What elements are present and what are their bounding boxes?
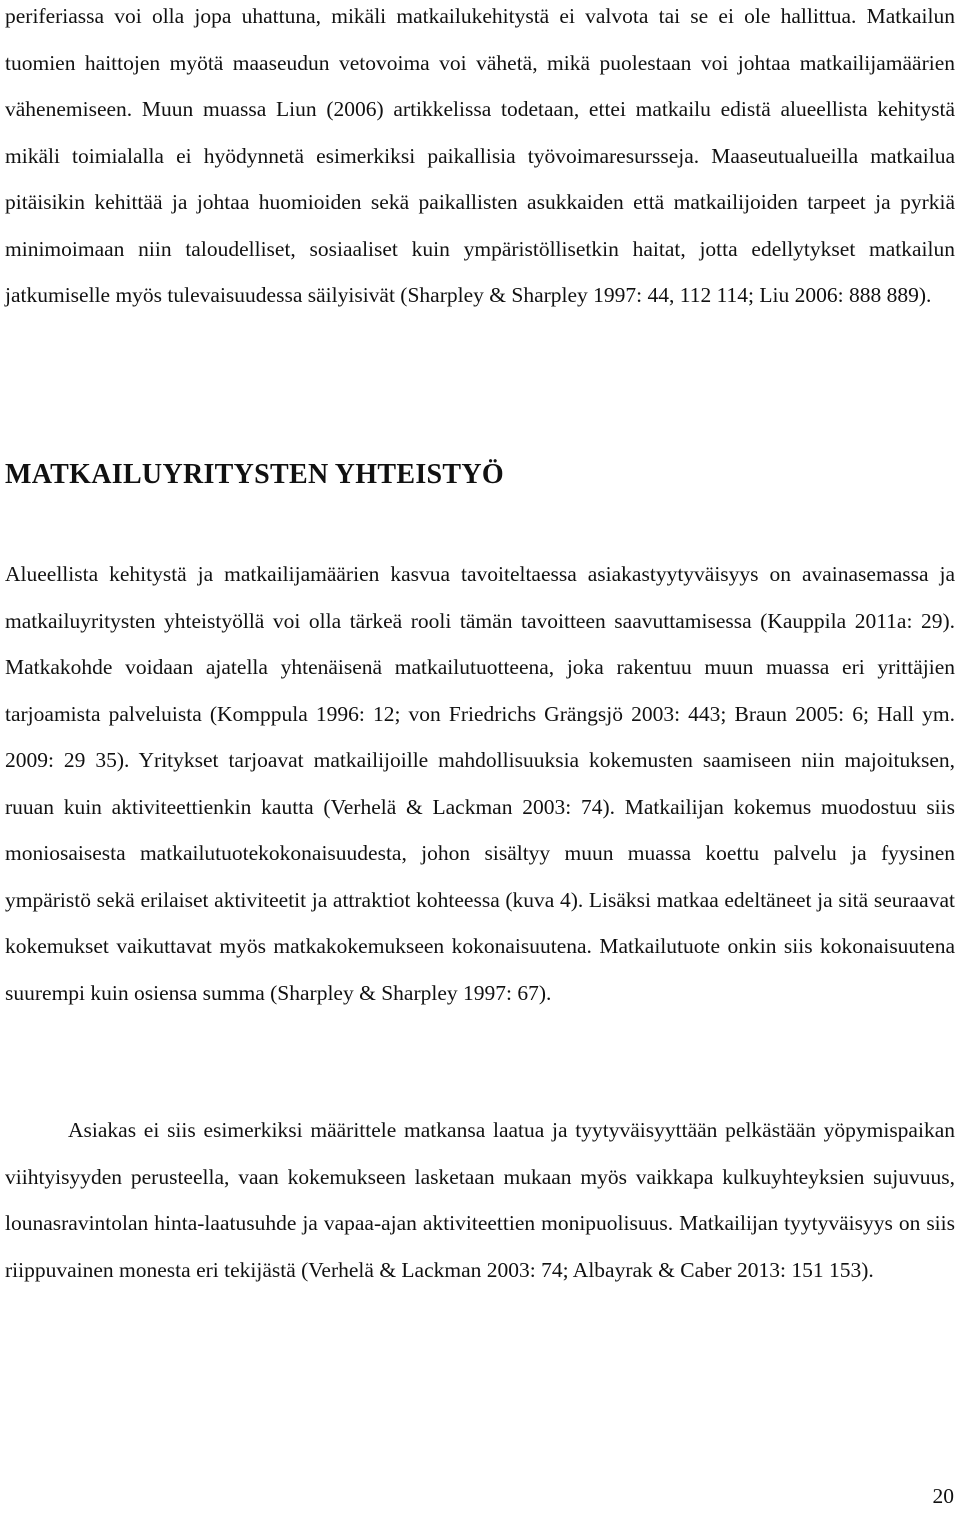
section-heading: MATKAILUYRITYSTEN YHTEISTYÖ — [5, 459, 504, 490]
body-paragraph: periferiassa voi olla jopa uhattuna, mikäli matkailukehitystä ei valvota tai se ei ole hallittua. Matkailun tuomien haittojen myötä maaseudun vetovoima voi vähetä, mikä puolestaan voi johtaa matkailijamäärien vähenemiseen. Muun muassa Liun (2006) artikkelissa todetaan, ettei matkailu edistä alueellista kehitystä mikäli toimialalla ei hyödynnetä esimerkiksi paikallisia työvoimaresursseja. Maaseutualueilla matkailua pitäisikin kehittää ja johtaa huomioiden sekä paikallisten asukkaiden että matkailijoiden tarpeet ja pyrkiä minimoimaan niin taloudelliset, sosiaaliset kuin ympäristöllisetkin haitat, jotta edellytykset matkailun jatkumiselle myös tulevaisuudessa säilyisivät (Sharpley & Sharpley 1997: 44, 112 114; Liu 2006: 888 889). — [5, 4, 955, 307]
body-paragraph: Asiakas ei siis esimerkiksi määrittele matkansa laatua ja tyytyväisyyttään pelkästään yöpymispaikan viihtyisyyden perusteella, vaan kokemukseen lasketaan mukaan myös vaikkapa kulkuyhteyksien sujuvuus, lounasravintolan hinta-laatusuhde ja vapaa-ajan aktiviteettien monipuolisuus. Matkailijan tyytyväisyys on siis riippuvainen monesta eri tekijästä (Verhelä & Lackman 2003: 74; Albayrak & Caber 2013: 151 153). — [5, 1118, 955, 1282]
page-number: 20 — [932, 1484, 954, 1508]
body-paragraph: Alueellista kehitystä ja matkailijamäärien kasvua tavoiteltaessa asiakastyytyväisyys on avainasemassa ja matkailuyritysten yhteistyöllä voi olla tärkeä rooli tämän tavoitteen saavuttamisessa (Kauppila 2011a: 29). Matkakohde voidaan ajatella yhtenäisenä matkailutuotteena, joka rakentuu muun muassa eri yrittäjien tarjoamista palveluista (Komppula 1996: 12; von Friedrichs Grängsjö 2003: 443; Braun 2005: 6; Hall ym. 2009: 29 35). Yritykset tarjoavat matkailijoille mahdollisuuksia kokemusten saamiseen niin majoituksen, ruuan kuin aktiviteettienkin kautta (Verhelä & Lackman 2003: 74). Matkailijan kokemus muodostuu siis moniosaisesta matkailutuotekokonaisuudesta, johon sisältyy muun muassa koettu palvelu ja fyysinen ympäristö sekä erilaiset aktiviteetit ja attraktiot kohteessa (kuva 4). Lisäksi matkaa edeltäneet ja sitä seuraavat kokemukset vaikuttavat myös matkakokemukseen kokonaisuutena. Matkailutuote onkin siis kokonaisuutena suurempi kuin osiensa summa (Sharpley & Sharpley 1997: 67). — [5, 562, 955, 1005]
